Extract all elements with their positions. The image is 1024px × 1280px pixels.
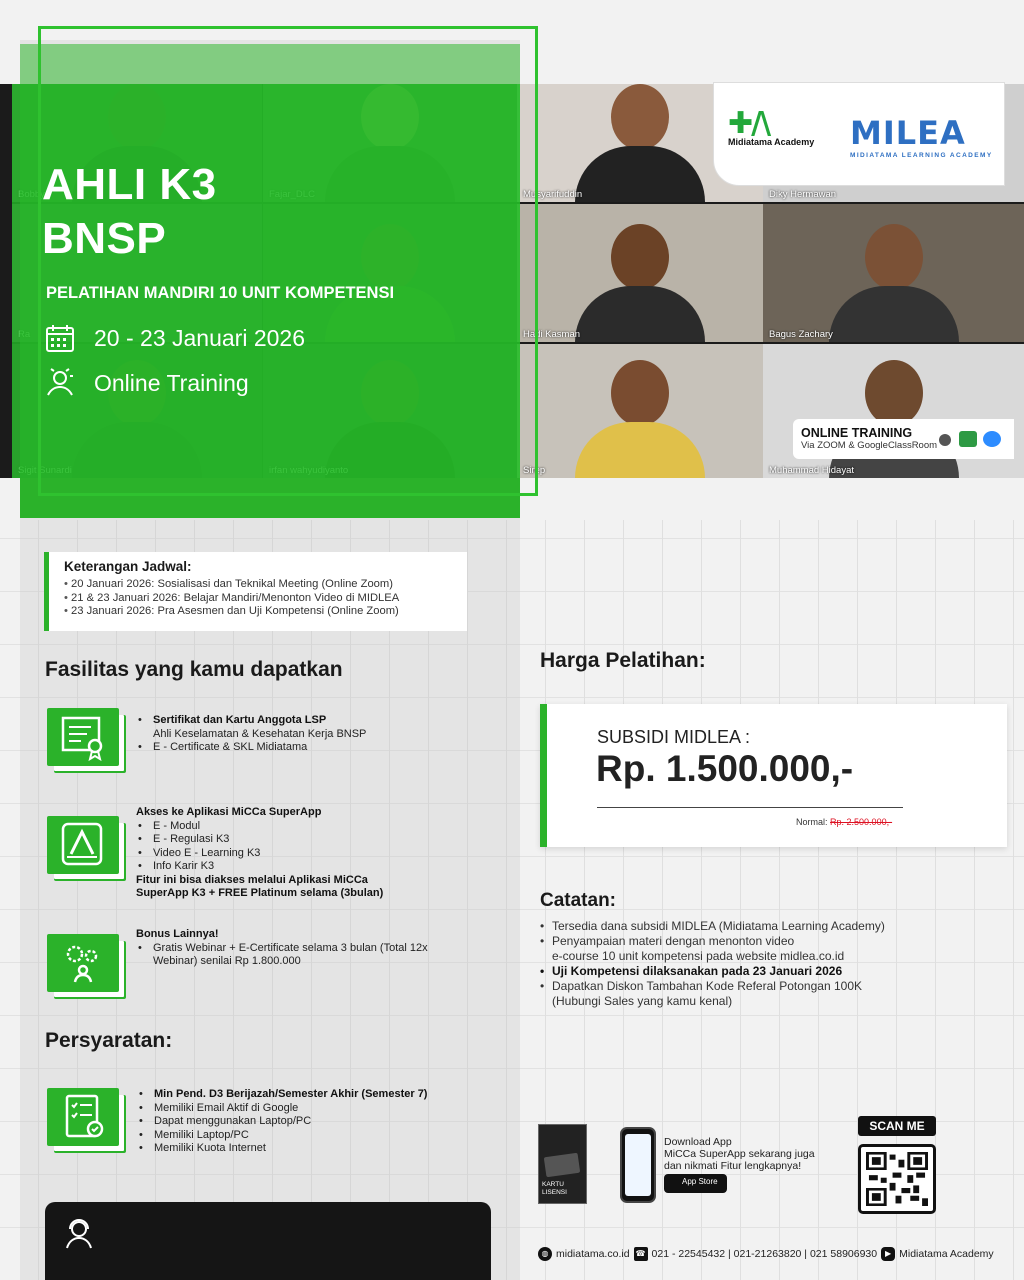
zoom-icon bbox=[983, 431, 1001, 447]
facility-2-item: • Info Karir K3 bbox=[136, 860, 436, 874]
training-date: 20 - 23 Januari 2026 bbox=[94, 324, 305, 351]
midiatama-mark-icon: ✚/\ bbox=[728, 106, 770, 141]
facilities-heading: Fasilitas yang kamu dapatkan bbox=[45, 658, 343, 681]
participant-name: Musyarifuddin bbox=[523, 189, 583, 200]
facility-2-title: Akses ke Aplikasi MiCCa SuperApp bbox=[136, 806, 322, 818]
page-title bbox=[42, 158, 217, 266]
schedule-item: • 23 Januari 2026: Pra Asesmen dan Uji Kompetensi (Online Zoom) bbox=[64, 605, 467, 619]
price-divider bbox=[597, 807, 903, 808]
participant-photo bbox=[603, 360, 677, 478]
phone-mockup bbox=[620, 1127, 656, 1203]
requirement-item: • Dapat menggunakan Laptop/PC bbox=[137, 1115, 477, 1129]
training-mode: Online Training bbox=[94, 369, 249, 396]
date-row bbox=[44, 322, 305, 354]
checklist-icon bbox=[47, 1088, 119, 1146]
qr-code-icon bbox=[866, 1152, 928, 1206]
midiatama-logo bbox=[728, 106, 838, 162]
download-line: MiCCa SuperApp sekarang juga bbox=[664, 1148, 815, 1160]
price-heading: Harga Pelatihan: bbox=[540, 649, 706, 672]
schedule-box bbox=[44, 552, 467, 631]
participant-photo bbox=[857, 224, 931, 342]
participant-photo bbox=[603, 224, 677, 342]
facility-1-sub: Ahli Keselamatan & Kesehatan Kerja BNSP bbox=[153, 727, 367, 740]
globe-icon: ◍ bbox=[538, 1247, 552, 1261]
mode-row bbox=[44, 367, 249, 399]
milea-logo-mark: MILEA bbox=[850, 114, 966, 152]
requirement-item: • Memiliki Kuota Internet bbox=[137, 1142, 477, 1156]
micca-app-icon bbox=[47, 816, 119, 874]
participant-name: Hadi Kasman bbox=[523, 329, 581, 340]
download-title: Download App bbox=[664, 1136, 732, 1148]
scan-me-label: SCAN ME bbox=[858, 1116, 936, 1136]
facility-2-note: Fitur ini bisa diakses melalui Aplikasi MiCCa SuperApp K3 + FREE Platinum selama (3bulan) bbox=[136, 873, 384, 899]
page-subtitle: PELATIHAN MANDIRI 10 UNIT KOMPETENSI bbox=[46, 284, 395, 302]
youtube-icon: ▶ bbox=[881, 1247, 895, 1261]
notes-heading: Catatan: bbox=[540, 890, 617, 911]
footer-website[interactable]: midiatama.co.id bbox=[556, 1248, 630, 1260]
license-card-image bbox=[538, 1124, 587, 1204]
google-classroom-icon bbox=[959, 431, 977, 447]
footer-phones: 021 - 22545432 | 021-21263820 | 021 58906930 bbox=[651, 1248, 878, 1260]
price-value: Rp. 1.500.000,- bbox=[596, 748, 854, 789]
app-store-button[interactable] bbox=[664, 1174, 727, 1193]
normal-price-label: Normal: bbox=[796, 817, 828, 827]
participant-tile bbox=[763, 204, 1024, 342]
schedule-item: • 21 & 23 Januari 2026: Belajar Mandiri/Menonton Video di MIDLEA bbox=[64, 592, 467, 606]
footer bbox=[538, 1247, 994, 1261]
customer-service-icon bbox=[61, 1214, 97, 1250]
participant-name: Muhammad Hidayat bbox=[769, 465, 855, 476]
milea-logo-text: MIDIATAMA LEARNING ACADEMY bbox=[850, 152, 993, 159]
note-item: • Penyampaian materi dengan menonton video bbox=[540, 934, 980, 949]
normal-price bbox=[796, 817, 892, 827]
requirements-heading: Persyaratan: bbox=[45, 1029, 173, 1052]
title-line-1: AHLI K3 bbox=[42, 160, 217, 209]
facility-1 bbox=[136, 714, 436, 755]
facility-2-item: • Video E - Learning K3 bbox=[136, 847, 436, 861]
notes-list bbox=[540, 919, 980, 1009]
note-item-cont: e-course 10 unit kompetensi pada website midlea.co.id bbox=[552, 949, 845, 963]
facility-2-item: • E - Modul bbox=[136, 820, 436, 834]
note-item: • Uji Kompetensi dilaksanakan pada 23 Januari 2026 bbox=[540, 964, 980, 979]
contact-box bbox=[45, 1202, 491, 1280]
normal-price-value: Rp. 2.500.000,- bbox=[830, 817, 893, 827]
online-badge-subtitle: Via ZOOM & GoogleClassRoom bbox=[801, 440, 938, 451]
requirement-item: • Memiliki Laptop/PC bbox=[137, 1129, 477, 1143]
bonus-gears-icon bbox=[47, 934, 119, 992]
footer-youtube[interactable]: Midiatama Academy bbox=[899, 1248, 994, 1260]
participant-tile bbox=[517, 344, 763, 478]
facility-3-item: • Gratis Webinar + E-Certificate selama 3 bulan (Total 12x Webinar) senilai Rp 1.800.000 bbox=[136, 942, 466, 969]
app-store-label: App Store bbox=[682, 1177, 718, 1186]
note-item-cont: (Hubungi Sales yang kamu kenal) bbox=[552, 994, 733, 1008]
participant-photo bbox=[603, 84, 677, 202]
facility-3-title: Bonus Lainnya! bbox=[136, 928, 219, 940]
schedule-title: Keterangan Jadwal: bbox=[64, 559, 192, 574]
calendar-icon bbox=[44, 322, 76, 354]
requirement-item: Min Pend. D3 Berijazah/Semester Akhir (Semester 7) bbox=[154, 1088, 428, 1100]
facility-2-item: • E - Regulasi K3 bbox=[136, 833, 436, 847]
certificate-icon bbox=[47, 708, 119, 766]
note-item: • Tersedia dana subsidi MIDLEA (Midiatama Learning Academy) bbox=[540, 919, 980, 934]
download-line: dan nikmati Fitur lengkapnya! bbox=[664, 1160, 802, 1172]
milea-logo bbox=[850, 114, 1000, 159]
facility-1-title: Sertifikat dan Kartu Anggota LSP bbox=[153, 714, 327, 726]
facility-1-item: • E - Certificate & SKL Midiatama bbox=[136, 741, 436, 755]
phone-icon: ☎ bbox=[634, 1247, 648, 1261]
requirements-list bbox=[137, 1088, 477, 1156]
download-text bbox=[664, 1136, 815, 1172]
note-item: • Dapatkan Diskon Tambahan Kode Referal Potongan 100K bbox=[540, 979, 980, 994]
license-card-label: KARTU LISENSI bbox=[542, 1181, 567, 1196]
participant-name: Bagus Zachary bbox=[769, 329, 833, 340]
midiatama-logo-text: Midiatama Academy bbox=[728, 137, 815, 147]
participant-name: Diky Hermawan bbox=[769, 189, 837, 200]
facility-2 bbox=[136, 806, 436, 901]
price-label: SUBSIDI MIDLEA : bbox=[597, 727, 751, 747]
participant-tile bbox=[517, 204, 763, 342]
participant-name: Sirep bbox=[523, 465, 546, 476]
online-training-icon bbox=[44, 367, 76, 399]
requirement-item: • Memiliki Email Aktif di Google bbox=[137, 1102, 477, 1116]
facility-3 bbox=[136, 928, 466, 969]
title-line-2: BNSP bbox=[42, 214, 167, 263]
online-badge-title: ONLINE TRAINING bbox=[801, 426, 913, 440]
schedule-item: • 20 Januari 2026: Sosialisasi dan Teknikal Meeting (Online Zoom) bbox=[64, 578, 467, 592]
qr-code[interactable] bbox=[858, 1144, 936, 1214]
webcam-icon bbox=[939, 434, 951, 446]
online-training-badge bbox=[793, 419, 1014, 459]
